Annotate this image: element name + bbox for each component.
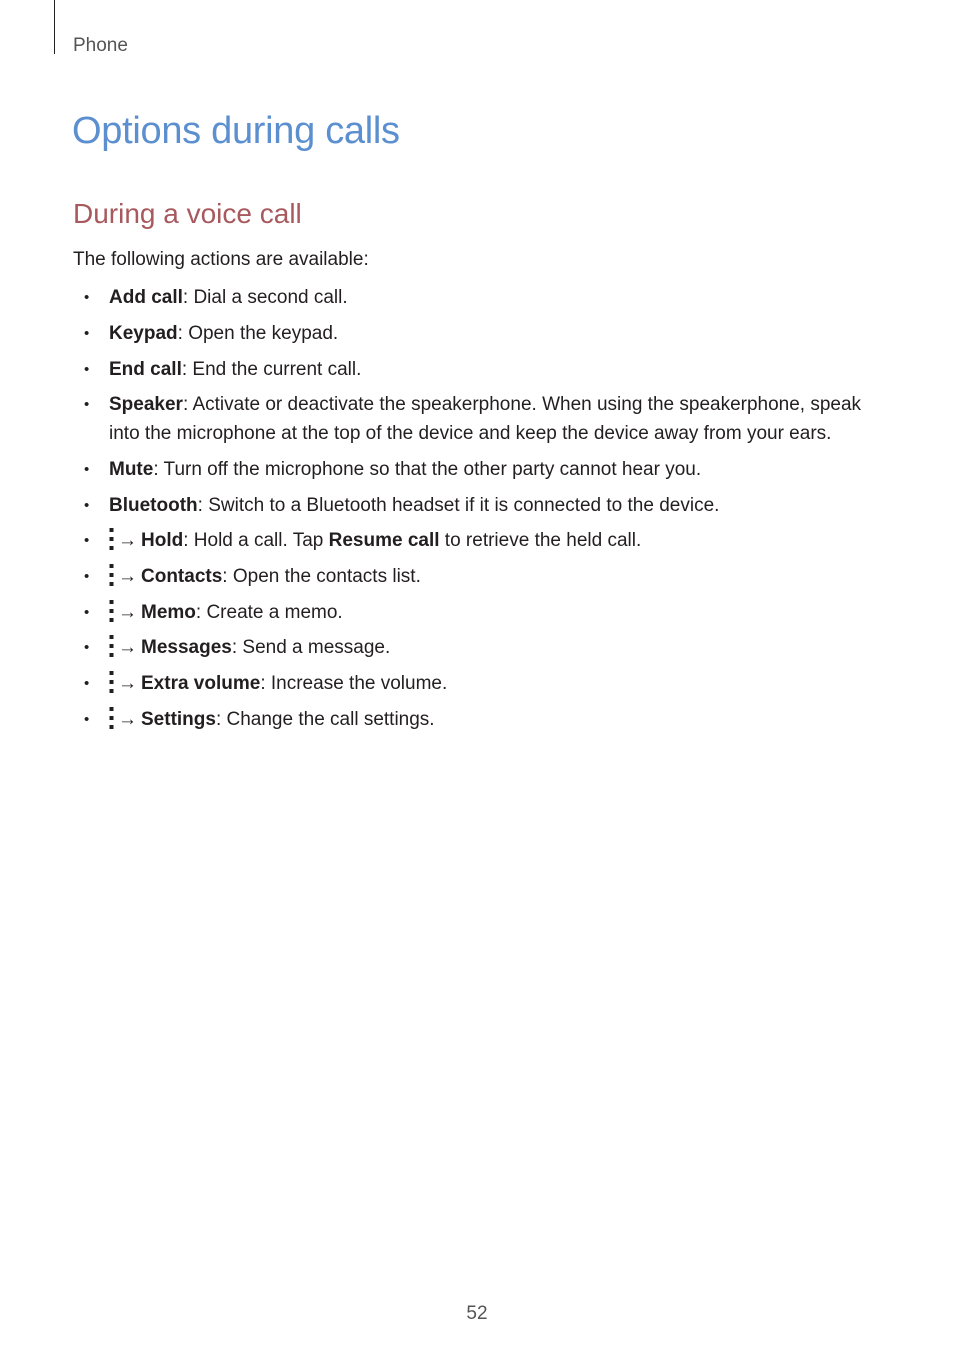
item-desc: : Dial a second call. <box>182 287 348 308</box>
item-term: End call <box>109 359 182 380</box>
arrow-icon: → <box>118 637 137 658</box>
bullet: • <box>84 361 90 378</box>
page-title: Options during calls <box>72 110 400 152</box>
item-term-secondary: Resume call <box>328 530 440 551</box>
list-item-messages <box>73 633 883 662</box>
bullet: • <box>84 711 90 728</box>
item-term: Bluetooth <box>109 495 198 516</box>
item-term: Contacts <box>141 566 223 587</box>
item-desc: : End the current call. <box>181 359 362 380</box>
item-term: Messages <box>141 637 232 658</box>
more-options-icon <box>109 671 114 693</box>
more-options-icon <box>109 635 114 657</box>
list-item-bluetooth <box>73 491 883 520</box>
list-item-keypad <box>73 319 883 348</box>
bullet: • <box>84 396 90 413</box>
bullet: • <box>84 568 90 585</box>
more-options-icon <box>109 707 114 729</box>
list-item-extra-volume <box>73 669 883 698</box>
item-desc: : Turn off the microphone so that the other party cannot hear you. <box>153 459 702 480</box>
item-desc: : Change the call settings. <box>215 709 435 730</box>
item-term: Mute <box>109 459 154 480</box>
item-desc: : Activate or deactivate the speakerphone. When using the speakerphone, speak into the microphone at the top of the device and keep the device away from your ears. <box>109 394 862 444</box>
item-term: Hold <box>141 530 184 551</box>
arrow-icon: → <box>118 566 137 587</box>
item-desc: : Create a memo. <box>195 602 343 623</box>
bullet: • <box>84 325 90 342</box>
bullet: • <box>84 461 90 478</box>
list-item-speaker <box>73 390 883 448</box>
section-heading: During a voice call <box>73 198 302 229</box>
bullet: • <box>84 604 90 621</box>
list-item-mute <box>73 455 883 484</box>
bullet: • <box>84 497 90 514</box>
list-item-settings <box>73 705 883 734</box>
item-desc: : Send a message. <box>231 637 391 658</box>
bullet: • <box>84 532 90 549</box>
item-term: Add call <box>109 287 183 308</box>
item-desc: : Hold a call. Tap <box>183 530 329 551</box>
arrow-icon: → <box>118 673 137 694</box>
item-desc: : Open the contacts list. <box>222 566 421 587</box>
list-item-contacts <box>73 562 883 591</box>
bullet: • <box>84 289 90 306</box>
item-desc-secondary: to retrieve the held call. <box>439 530 642 551</box>
bullet: • <box>84 639 90 656</box>
item-term: Memo <box>141 602 196 623</box>
more-options-icon <box>109 564 114 586</box>
intro-text: The following actions are available: <box>73 249 369 270</box>
item-term: Extra volume <box>141 673 261 694</box>
page-number: 52 <box>466 1303 488 1324</box>
item-desc: : Open the keypad. <box>177 323 339 344</box>
running-header: Phone <box>73 35 128 56</box>
item-desc: : Increase the volume. <box>260 673 448 694</box>
arrow-icon: → <box>118 602 137 623</box>
list-item-memo <box>73 598 883 627</box>
arrow-icon: → <box>118 530 137 551</box>
item-term: Keypad <box>109 323 178 344</box>
arrow-icon: → <box>118 709 137 730</box>
more-options-icon <box>109 528 114 550</box>
margin-rule <box>54 0 55 54</box>
item-term: Settings <box>141 709 216 730</box>
item-desc: : Switch to a Bluetooth headset if it is connected to the device. <box>197 495 720 516</box>
item-term: Speaker <box>109 394 183 415</box>
list-item-end-call <box>73 355 883 384</box>
bullet: • <box>84 675 90 692</box>
more-options-icon <box>109 600 114 622</box>
list-item-hold <box>73 526 883 555</box>
list-item-add-call <box>73 283 883 312</box>
